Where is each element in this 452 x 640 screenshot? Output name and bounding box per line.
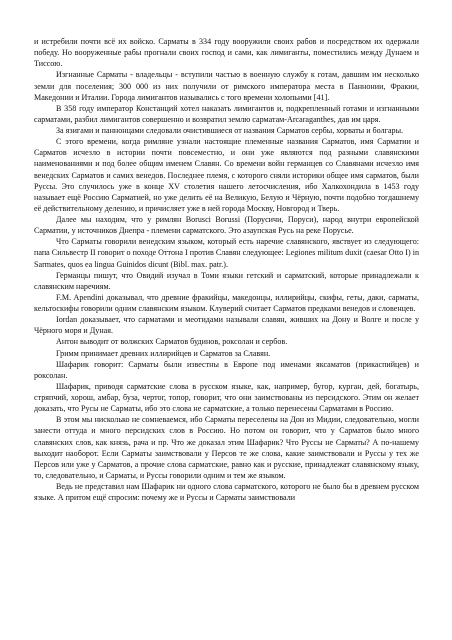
paragraph-11: Антон выводит от волжских Сарматов будинов, роксолан и сербов. xyxy=(56,337,288,347)
paragraph-13: Шафарик говорит: Сарматы были известны в Европе под именами яксаматов (прикаспийцев) и роксолан. xyxy=(34,359,419,380)
paragraph-8: Германцы пишут, что Овидий изучал в Томи языки гетский и сарматский, которые принадлежали к славянским наречиям. xyxy=(34,270,419,291)
paragraph-16: Ведь не представил нам Шафарик ни одного слова сарматского, которого не было бы в древнем русском языке. А притом ещё спросим: почему же и Руссы и Сарматы заимствовали xyxy=(34,482,419,503)
paragraph-14: Шафарик, приводя сарматские слова в русском языке, как, например, бугор, курган, дей, богатырь, стряпчий, хорош, амбар, буза, чертог, топор, говорит, что они заимствованы из персидского. Этим он желает доказать, что Русы не Сарматы, ибо это слова не сарматские, а только перенесены Сарматами в Россию. xyxy=(34,381,419,414)
paragraph-2: Изгнанные Сарматы - владельцы - вступили частью в военную службу к готам, давшим им несколько земли для поселения; 300 000 из них получили от римского императора места в Паннонии, Фракии, Македонии и Италии. Города лимигантов назывались с того времени холопьими [41]. xyxy=(34,70,419,102)
paragraph-6: Далее мы находим, что у римлян Borusci Borussi (Порусичи, Поруси), народ внутри европейской Сарматии, у источников Днепра - племени сарматского. Это азаупская Русь на реке Порусье. xyxy=(34,215,419,236)
paragraph-12: Гримм принимает древних иллирийцев и Сарматов за Славян. xyxy=(56,348,271,358)
paragraph-3: В 358 году император Констанций хотел наказать лимигантов и, подкрепленный готами и изгнанными сарматами, разбил лимигантов совершенно и возвратил землю сарматам-Arcaraganthes, дав им царя. xyxy=(34,103,419,124)
paragraph-5: С этого времени, когда римляне узнали настоящие племенные названия Сарматов, имя Сарматии и Сарматов исчезло в истории почти повсеместно, и они уже являются под разными славянскими наименованиями и под более общим именем Славян. Со времени войн германцев со Славянами исчезло имя венедских Сарматов и самих венедов. Последнее племя, с которого сняли историки общее имя сарматов, были Руссы. Это случилось уже в конце XV столетия нашего летосчисления, ибо Халкохондила в 1453 году называет ещё Россию Сарматией, но уже делить её на Великую, Белую и Чёрную, почти подобно тогдашнему её действительному делению, и причисляет уже в ней города Москву, Новгород и Тверь. xyxy=(34,137,419,213)
paragraph-7: Что Сарматы говорили венедским языком, который есть наречие славянского, явствует из следующего: папа Сильвестр II говорит о походе Оттона I против Славян следующее: Legiones militum duxit (caesar Otto I) in Sarmates, quos ea lingua Guinidos dicunt (Bibl. max. patr.). xyxy=(34,237,419,269)
paragraph-1: и истребили почти всё их войско. Сарматы в 334 году вооружили своих рабов и посредством их одержали победу. Но вооруженные рабы прогнали своих господ и сами, как лимиганты, поместились между Дунаем и Тиссою. xyxy=(34,37,419,69)
paragraph-15: В этом мы нисколько не сомневаемся, ибо Сарматы переселены на Дон из Мидии, следовательно, могли занести оттуда и много персидских слов в Россию. Но потом он говорит, что у Сарматов было много славянских слов, как князь, рача и пр. Что же доказал этим Шафарик? Что Руссы не Сарматы? А по-нашему выходит наоборот. Если Сарматы заимствовали у Персов те же слова, какие заимствовали и Руссы у тех же Персов или уже у Сарматов, а прочие слова сарматские, равно как и русские, принадлежат славянскому языку, то, следовательно, и Сарматы, и Руссы говорили одним и тем же языком. xyxy=(34,415,419,480)
paragraph-4: За язигами и паннонцами следовали очистившиеся от названия Сарматов сербы, хорваты и болгары. xyxy=(56,126,404,135)
paragraph-10: Iordan доказывает, что сарматами и меотидами называли славян, живших на Дону и Волге и после у Чёрного моря и Дуная. xyxy=(34,315,419,336)
paragraph-9: F.M. Apendini доказывал, что древние фракийцы, македонцы, иллирийцы, скифы, геты, даки, сарматы, кельтоскифы говорили одним славянским языком. Клуверий считает Сарматов предками венедов и словенцев. xyxy=(34,292,419,313)
document-page xyxy=(34,36,419,503)
